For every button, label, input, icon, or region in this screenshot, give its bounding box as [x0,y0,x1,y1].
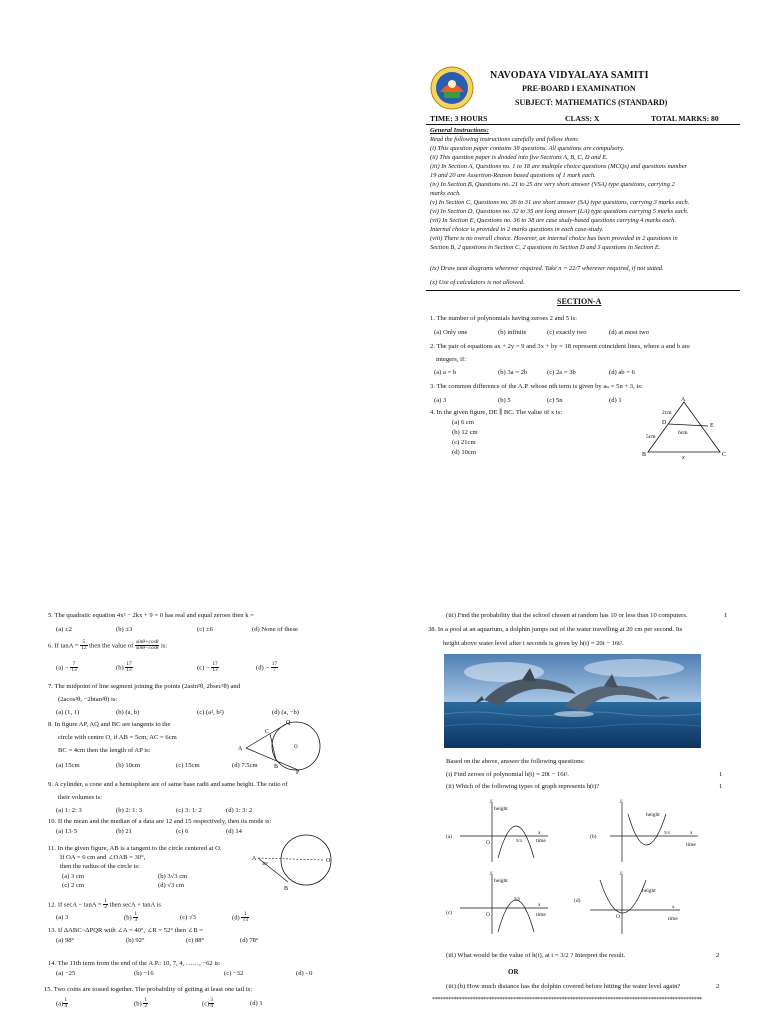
exam-time: TIME: 3 HOURS [430,114,488,123]
option-b: (b) $\frac{1}{2}$ [134,997,148,1010]
option-c: (c) 2 cm [62,882,84,889]
label-A: A [238,746,243,752]
option-c: (c) 6 [176,828,189,835]
svg-text:height: height [494,878,508,884]
option-d: (d) − $\frac{17}{7}$ [256,661,278,674]
option-a: (a) 6 cm [452,419,474,426]
svg-text:O: O [486,912,490,918]
option-c: (c) 21cm [452,439,476,446]
label-6cm: 6cm [678,430,688,436]
option-b: (b) (a, b) [116,709,140,716]
option-b: (b) 92° [126,937,145,944]
option-b: (b) $\frac{1}{3}$ [124,911,138,924]
option-d: (d) 14 [226,828,242,835]
option-c: (c) √3 [180,914,196,921]
svg-text:5/4: 5/4 [514,896,520,901]
option-b: (b) $\frac{17}{13}$ [116,661,132,674]
option-a: (a) a = b [434,369,457,376]
total-marks: TOTAL MARKS: 80 [651,114,719,123]
svg-text:time: time [536,838,546,844]
svg-text:y: y [620,870,623,876]
svg-text:5/4: 5/4 [516,838,522,843]
svg-text:time: time [668,916,678,922]
option-c: (c) exactly two [547,329,587,336]
instructions-rule [426,290,740,291]
option-d: (d) 78° [240,937,259,944]
option-b: (b) 12 cm [452,429,478,436]
svg-text:x: x [538,830,541,836]
instruction-line: Read the following instructions carefully and follow them: [430,136,580,143]
instructions-heading: General Instructions: [430,127,489,134]
option-d: (d) ab = 6 [609,369,635,376]
q38-part-ii: (ii) Which of the following types of graph represents h(t)? [446,783,600,790]
exam-name: PRE-BOARD I EXAMINATION [522,84,636,93]
label-B: B [284,886,289,892]
tangent-angle-figure [252,834,338,892]
graph-label-d: (d) [574,898,581,904]
label-A: A [252,856,257,862]
option-c: (c) ±6 [197,626,213,633]
instruction-line: Section B, 2 questions in Section C, 2 questions in Section D and 3 questions in Section E. [430,244,661,251]
q38-part-i: (i) Find zeroes of polynomial h(t) = 20t − 16t². [446,771,569,778]
graph-d [590,874,680,934]
option-b: (b) 21 [116,828,132,835]
option-b: (b) 2: 1: 3 [116,807,143,814]
svg-text:height: height [646,812,660,818]
svg-text:x: x [672,904,675,910]
end-of-paper-stars: **************************************************************************************************** [432,997,703,1003]
label-E: E [710,423,714,429]
option-c: (c) $\frac{3}{4}$ [202,997,214,1010]
option-d: (d) (a, −b) [272,709,299,716]
q38-line-1: 38. In a pool at an aquarium, a dolphin jumps out of the water travelling at 20 cm per second. Its [428,626,683,633]
q37-part-iii-marks: 1 [724,612,728,619]
label-C: C [265,729,270,735]
option-d: (d) 1 [609,397,622,404]
q37-part-iii: (iii) Find the probability that the school chosen at random has 10 or less than 10 computers. [446,612,688,619]
label-angle: 30° [262,861,269,866]
instruction-line: (viii) There is no overall choice. However, an internal choice has been provided in 2 questions in [430,235,678,242]
instruction-line: (ii) This question paper is divided into five Sections A, B, C, D and E. [430,154,608,161]
triangle-figure [640,396,730,460]
q38-part-ii-marks: 1 [719,783,723,790]
label-2cm: 2cm [662,410,672,416]
label-D: D [662,420,667,426]
header-rule [426,124,740,125]
label-P: P [296,770,300,774]
option-d: (d) 10cm [452,449,476,456]
q38-based-on: Based on the above, answer the following questions: [446,758,585,765]
option-d: (d) None of these [252,626,298,633]
label-C: C [722,452,727,458]
option-b: (b) ±3 [116,626,133,633]
option-d: (d) $\frac{1}{√3}$ [232,911,249,924]
option-d: (d) √3 cm [158,882,184,889]
option-a: (a) ±2 [56,626,72,633]
q38-part-iii-b-marks: 2 [716,983,720,990]
svg-text:height: height [642,888,656,894]
option-c: (c) 2a = 3b [547,369,576,376]
graph-b [610,802,698,862]
option-a: (a) 98° [56,937,75,944]
option-b: (b) 3a = 2b [498,369,528,376]
graph-label-a: (a) [446,834,453,840]
option-c: (c) 3: 1: 2 [176,807,202,814]
label-x: x [682,455,685,460]
subject-name: SUBJECT: MATHEMATICS (STANDARD) [515,98,668,107]
q38-part-iii-b: (iii) (b) How much distance has the dolphin covered before hitting the water level again? [446,983,681,990]
label-O: O [326,858,331,864]
instruction-line: 19 and 20 are Assertion-Reason based questions of 1 mark each. [430,172,596,179]
instruction-line: (iii) In Section A, Questions no. 1 to 18 are multiple choice questions (MCQs) and questions number [430,163,688,170]
instruction-line: (x) Use of calculators is not allowed. [430,279,525,286]
option-a: (a) 1: 2: 3 [56,807,82,814]
option-a: (a) 3 [434,397,447,404]
option-a: (a) 15cm [56,762,80,769]
option-d: (d) 1 [250,1000,263,1007]
svg-text:y: y [490,798,493,804]
option-a: (a) −25 [56,970,76,977]
section-a-title: SECTION-A [557,297,602,306]
dolphins-photo [444,654,701,748]
option-d: (d) 7.5cm [232,762,258,769]
option-c: (c) 88° [186,937,205,944]
option-b: (b) −16 [134,970,154,977]
q38-part-iii-marks: 2 [716,952,720,959]
label-A: A [681,397,686,403]
svg-text:height: height [494,806,508,812]
label-O: O [294,745,298,750]
q38-line-2: height above water level after t seconds is given by h(t) = 20t − 16t². [443,640,624,647]
option-a: (a) − $\frac{7}{13}$ [56,661,77,674]
instruction-line: (v) In Section C, Questions no. 26 to 31 are short answer (SA) type questions, carrying 3 marks each. [430,199,690,206]
instruction-line: Internal choice is provided in 2 marks questions in each case-study. [430,226,604,233]
q38-part-i-marks: 1 [719,771,723,778]
option-d: (d) 1: 3: 2 [226,807,253,814]
option-c: (c) 15cm [176,762,200,769]
label-Q: Q [286,720,291,726]
exam-class: CLASS: X [565,114,600,123]
instruction-line: (i) This question paper contains 38 questions. All questions are compulsory. [430,145,625,152]
option-b: (b) 5 [498,397,511,404]
svg-text:time: time [536,912,546,918]
option-a: (a) 3 [56,914,69,921]
option-b: (b) 3√3 cm [158,873,188,880]
svg-text:O: O [616,914,620,920]
option-a: (a) Only one [434,329,468,336]
option-b: (b) infinite [498,329,527,336]
tangent-circle-figure [236,718,332,774]
graph-label-c: (c) [446,910,453,916]
label-B: B [642,452,647,458]
or-separator: OR [508,968,519,976]
option-a: (a) (1, 1) [56,709,80,716]
instruction-line: (vi) In Section D, Questions no. 32 to 35 are long answer (LA) type questions carrying 5 marks each. [430,208,689,215]
org-name: NAVODAYA VIDYALAYA SAMITI [490,70,649,81]
svg-text:x: x [690,830,693,836]
svg-text:O: O [486,840,490,846]
option-c: (c) − $\frac{17}{13}$ [197,661,218,674]
label-B: B [274,764,279,770]
option-c: (c) 5n [547,397,563,404]
svg-text:x: x [538,902,541,908]
option-d: (d) at most two [609,329,650,336]
option-a: (a) 13·5 [56,828,78,835]
instruction-line: (iv) In Section B, Questions no. 21 to 25 are very short answer (VSA) type questions, carrying 2 [430,181,675,188]
instruction-line: (vii) In Section E, Questions no. 36 to 38 are case study-based questions carrying 4 marks each. [430,217,676,224]
graph-label-b: (b) [590,834,597,840]
svg-text:5/4: 5/4 [664,830,670,835]
q38-part-iii: (iii) What would be the value of h(t), at t = 3/2 ? Interpret the result. [446,952,626,959]
graph-options [440,796,740,936]
school-logo [430,66,474,110]
option-a: (a) $\frac{1}{4}$ [56,997,68,1010]
option-b: (b) 10cm [116,762,140,769]
svg-text:y: y [620,798,623,804]
label-5cm: 5cm [646,434,656,440]
svg-text:y: y [490,870,493,876]
svg-text:time: time [686,842,696,848]
option-c: (c) −32 [224,970,244,977]
option-c: (c) (a², b²) [197,709,224,716]
option-a: (a) 3 cm [62,873,84,880]
instruction-line: marks each. [430,190,461,197]
option-d: (d) - 0 [296,970,313,977]
instruction-line: (ix) Draw neat diagrams wherever required. Take π = 22/7 wherever required, if not stated. [430,265,664,272]
